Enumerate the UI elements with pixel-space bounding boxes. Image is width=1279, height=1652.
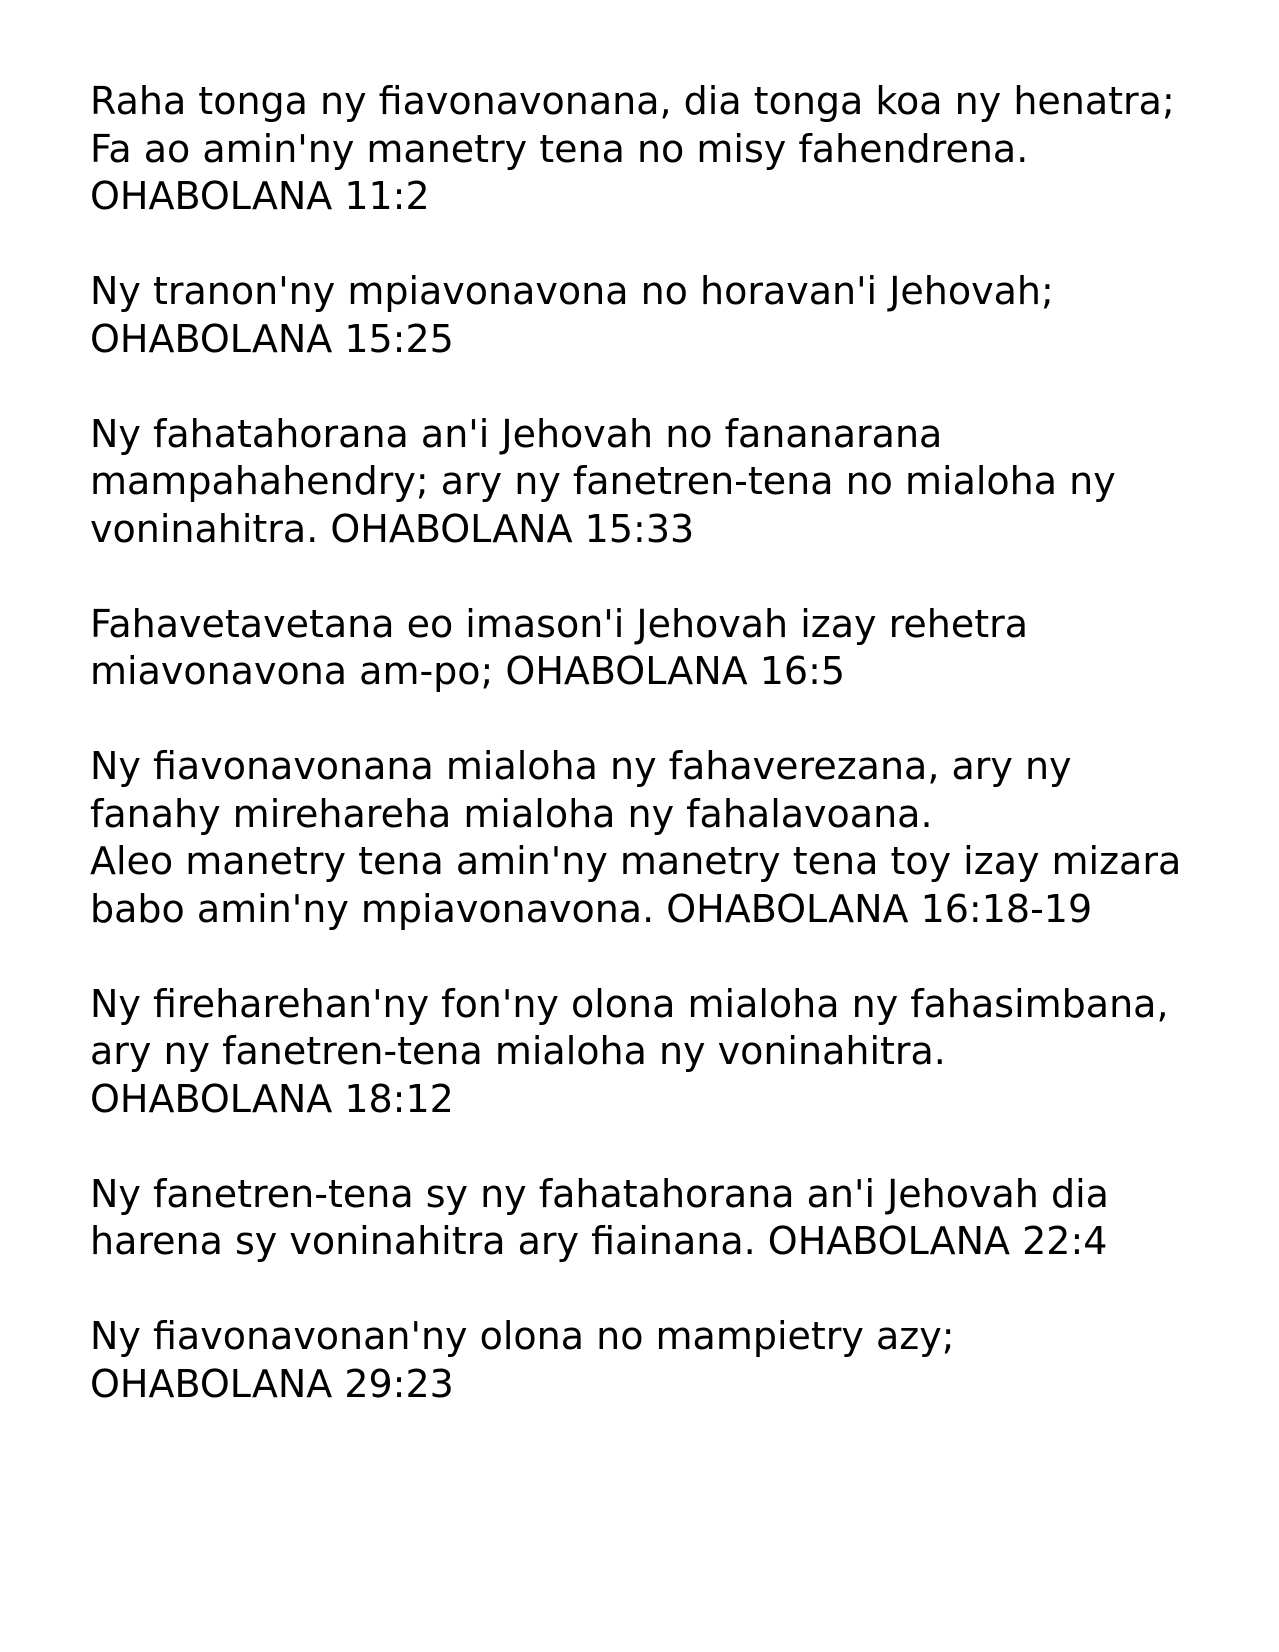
passage-line: ary ny fanetren-tena mialoha ny voninahitra. [90, 1029, 946, 1073]
passage-proverbs-15-25 [90, 268, 1240, 363]
passage-proverbs-18-12 [90, 981, 1240, 1124]
passage-proverbs-22-4 [90, 1171, 1240, 1266]
passage-line: harena sy voninahitra ary fiainana. OHABOLANA 22:4 [90, 1219, 1108, 1263]
passage-line: fanahy mirehareha mialoha ny fahalavoana. [90, 791, 933, 836]
passage-line: Ny fahatahorana an'i Jehovah no fananarana [90, 411, 943, 456]
passage-line: Fa ao amin'ny manetry tena no misy fahendrena. [90, 126, 1029, 171]
passage-proverbs-29-23 [90, 1313, 1240, 1408]
passage-proverbs-16-18-19 [90, 743, 1240, 933]
passage-line: Ny fireharehan'ny fon'ny olona mialoha ny fahasimbana, [90, 981, 1169, 1026]
passage-reference: OHABOLANA 18:12 [90, 1076, 454, 1121]
passage-line: voninahitra. OHABOLANA 15:33 [90, 506, 695, 551]
passage-line: Ny fiavonavonana mialoha ny fahaverezana, ary ny [90, 744, 1072, 788]
passage-reference: OHABOLANA 11:2 [90, 174, 430, 218]
passage-reference: OHABOLANA 15:25 [90, 316, 454, 361]
passage-proverbs-15-33 [90, 411, 1240, 554]
passage-line: Ny fiavonavonan'ny olona no mampietry azy; [90, 1314, 955, 1358]
passage-line: Ny tranon'ny mpiavonavona no horavan'i Jehovah; [90, 269, 1054, 313]
passage-line: mampahahendry; ary ny fanetren-tena no mialoha ny [90, 459, 1116, 503]
passage-line: miavonavona am-po; OHABOLANA 16:5 [90, 649, 846, 693]
document-page [90, 78, 1240, 1456]
passage-reference: OHABOLANA 29:23 [90, 1361, 454, 1406]
passage-proverbs-11-2 [90, 78, 1240, 221]
passage-line: Fahavetavetana eo imason'i Jehovah izay rehetra [90, 601, 1029, 646]
passage-line: Raha tonga ny fiavonavonana, dia tonga koa ny henatra; [90, 79, 1175, 123]
passage-proverbs-16-5 [90, 601, 1240, 696]
passage-line: babo amin'ny mpiavonavona. OHABOLANA 16:18-19 [90, 886, 1093, 931]
passage-line: Aleo manetry tena amin'ny manetry tena toy izay mizara [90, 839, 1182, 883]
passage-line: Ny fanetren-tena sy ny fahatahorana an'i Jehovah dia [90, 1171, 1109, 1216]
